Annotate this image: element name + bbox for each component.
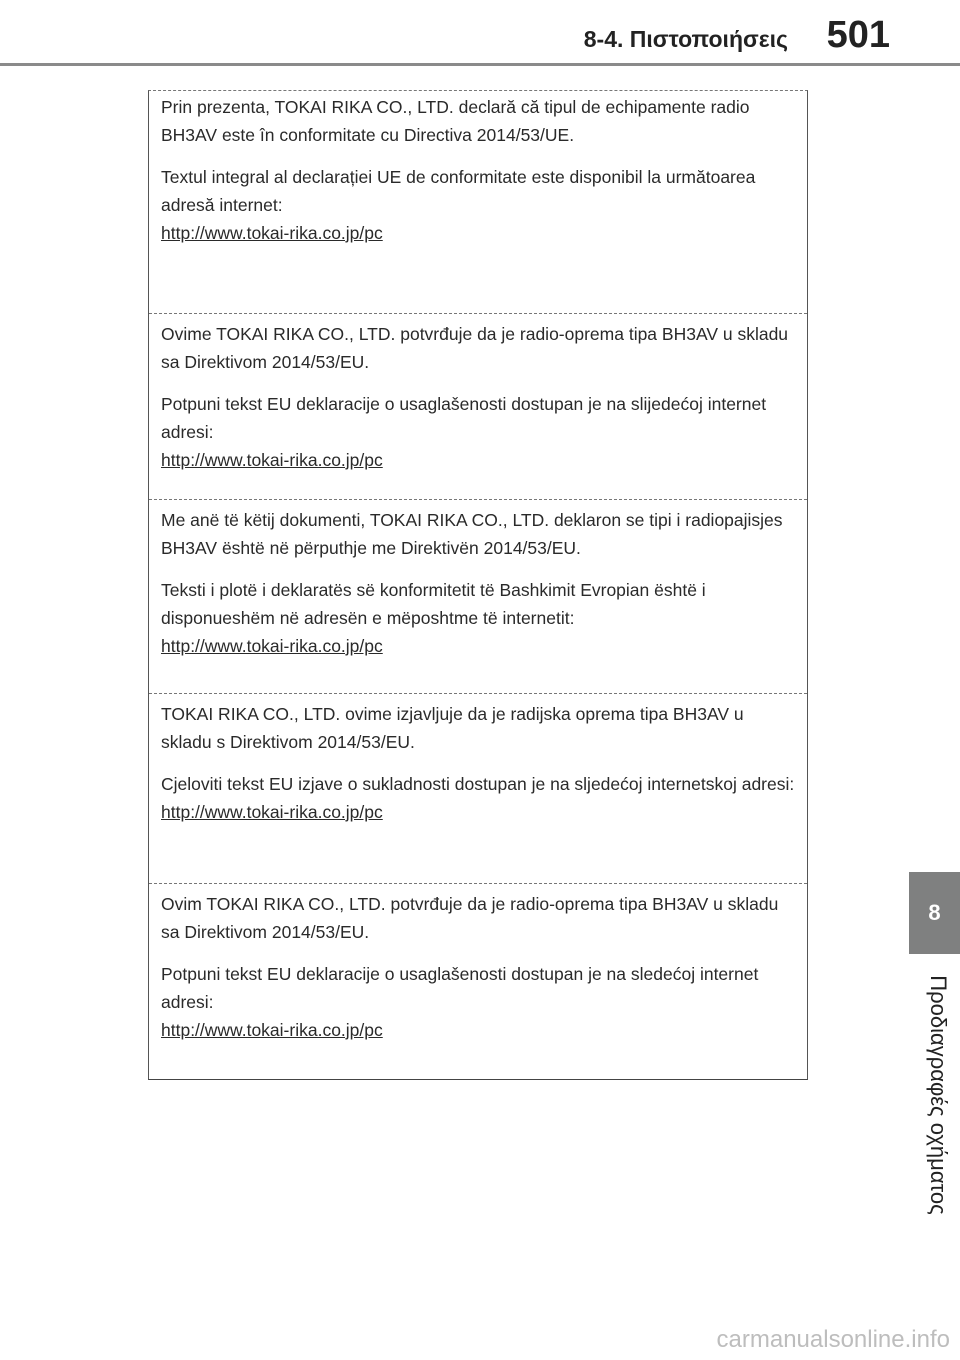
declaration-availability: Potpuni tekst EU deklaracije o usaglašenosti dostupan je na slijedećoj internet adresi: — [161, 394, 767, 442]
declaration-url-link[interactable]: http://www.tokai-rika.co.jp/pc — [161, 223, 383, 243]
header-rule — [0, 63, 960, 66]
declaration-statement: Ovime TOKAI RIKA CO., LTD. potvrđuje da je radio-oprema tipa BH3AV u skladu sa Direktivom 2014/53/EU. — [161, 324, 789, 372]
declaration-statement: TOKAI RIKA CO., LTD. ovime izjavljuje da je radijska oprema tipa BH3AV u skladu s Direktivom 2014/53/EU. — [161, 704, 744, 752]
declaration-albanian — [149, 499, 807, 693]
page-number: 501 — [826, 14, 890, 56]
declaration-statement: Me anë të këtij dokumenti, TOKAI RIKA CO., LTD. deklaron se tipi i radiopajisjes BH3AV është në përputhje me Direktivën 2014/53/EU. — [161, 510, 783, 558]
declaration-serbian — [149, 883, 807, 1081]
declaration-statement: Prin prezenta, TOKAI RIKA CO., LTD. declară că tipul de echipamente radio BH3AV este în conformitate cu Directiva 2014/53/UE. — [161, 97, 750, 145]
declaration-availability: Cjeloviti tekst EU izjave o sukladnosti dostupan je na sljedećoj internetskoj adresi: — [161, 774, 795, 794]
declaration-url-link[interactable]: http://www.tokai-rika.co.jp/pc — [161, 1020, 383, 1040]
declaration-url-link[interactable]: http://www.tokai-rika.co.jp/pc — [161, 450, 383, 470]
declaration-availability: Potpuni tekst EU deklaracije o usaglašenosti dostupan je na sledećoj internet adresi: — [161, 964, 759, 1012]
watermark: carmanualsonline.info — [716, 1326, 950, 1353]
declaration-bosnian — [149, 313, 807, 499]
declaration-url-link[interactable]: http://www.tokai-rika.co.jp/pc — [161, 802, 383, 822]
chapter-number: 8 — [928, 900, 941, 925]
section-title: 8-4. Πιστοποιήσεις — [583, 26, 788, 52]
declarations-box — [148, 90, 808, 1080]
declaration-url-link[interactable]: http://www.tokai-rika.co.jp/pc — [161, 636, 383, 656]
declaration-availability: Teksti i plotë i deklaratës së konformitetit të Bashkimit Evropian është i disponueshëm në adresën e mëposhtme të internetit: — [161, 580, 706, 628]
declaration-romanian — [149, 93, 807, 313]
page-header — [0, 0, 960, 64]
declaration-availability: Textul integral al declarației UE de conformitate este disponibil la următoarea adresă internet: — [161, 167, 756, 215]
declaration-croatian — [149, 693, 807, 883]
declaration-statement: Ovim TOKAI RIKA CO., LTD. potvrđuje da je radio-oprema tipa BH3AV u skladu sa Direktivom 2014/53/EU. — [161, 894, 779, 942]
chapter-label: Προδιαγραφές οχήματος — [926, 975, 951, 1215]
